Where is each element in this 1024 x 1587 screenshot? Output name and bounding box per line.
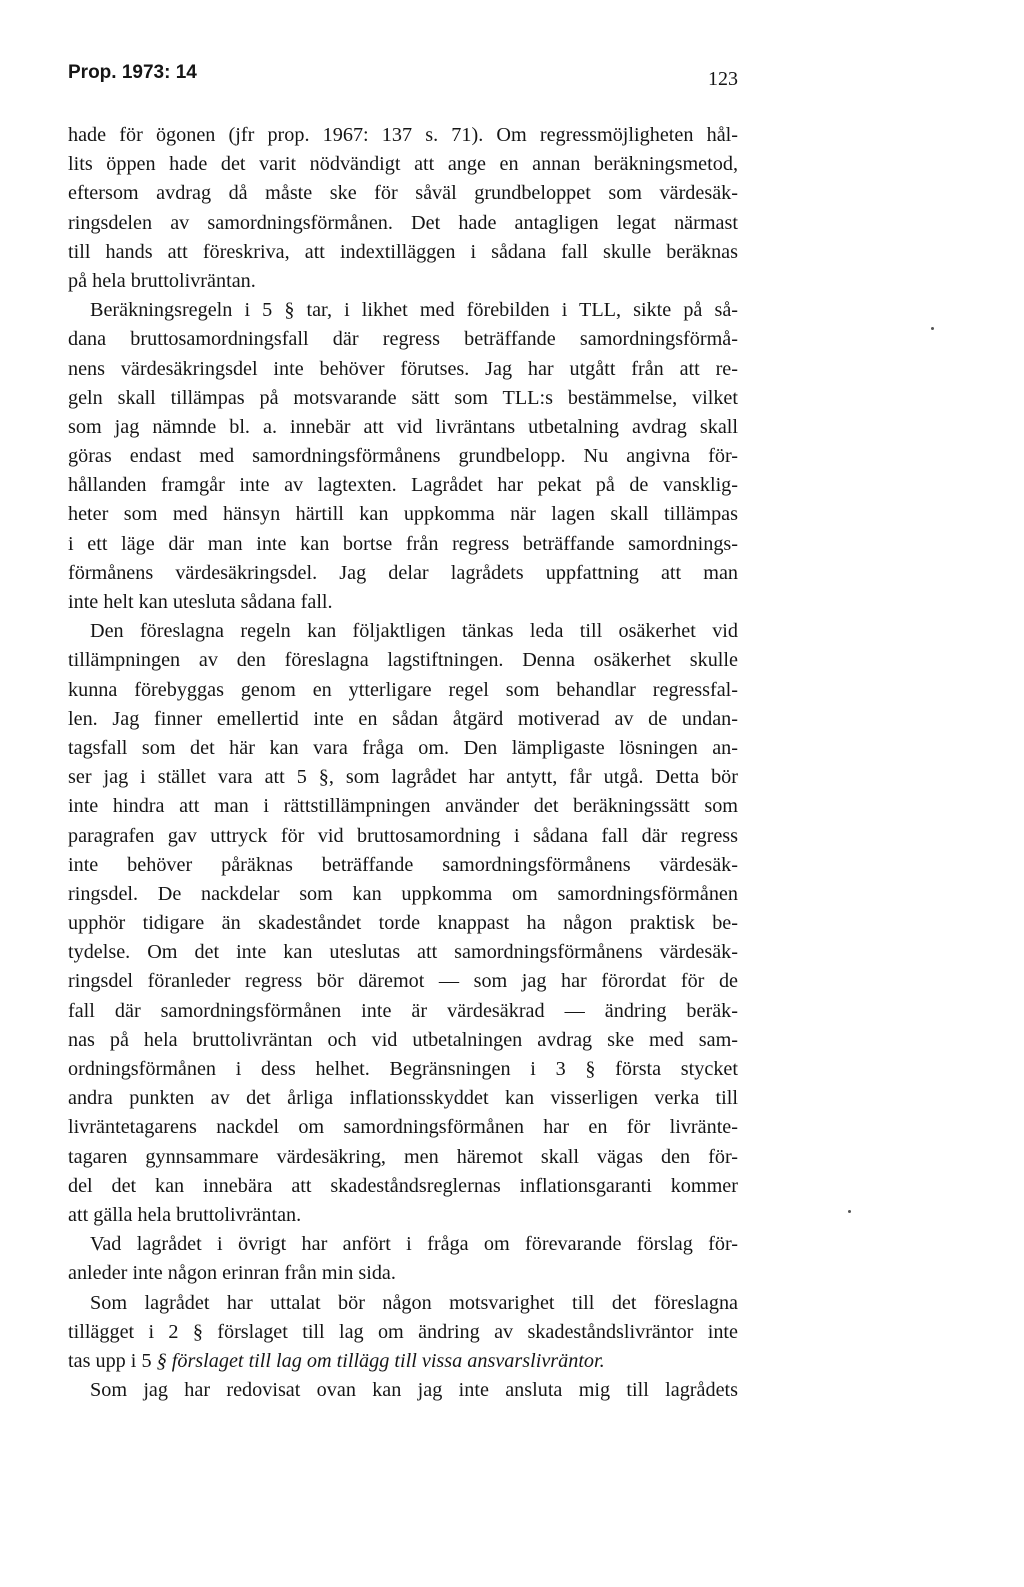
text-line: göras endast med samordningsförmånens grundbelopp. Nu angivna för- [68,445,738,468]
text-line: geln skall tillämpas på motsvarande sätt som TLL:s bestämmelse, vilket [68,386,738,409]
text-line: tagsfall som det här kan vara fråga om. Den lämpligaste lösningen an- [68,736,738,759]
text-line: ringsdelen av samordningsförmånen. Det hade antagligen legat närmast [68,211,738,234]
text-line: till hands att föreskriva, att indextilläggen i sådana fall skulle beräknas [68,240,738,263]
text-line: dana bruttosamordningsfall där regress beträffande samordningsförmå- [68,328,738,351]
text-line: på hela bruttolivräntan. [68,269,256,292]
text-line: tagaren gynnsammare värdesäkring, men häremot skall vägas den för- [68,1145,738,1168]
text-line: fall där samordningsförmånen inte är värdesäkrad — ändring beräk- [68,999,738,1022]
body-text [68,121,738,1405]
text-line: tydelse. Om det inte kan uteslutas att samordningsförmånens värdesäk- [68,941,738,964]
text-line: förmånens värdesäkringsdel. Jag delar lagrådets uppfattning att man [68,561,738,584]
text-line: anleder inte någon erinran från min sida. [68,1262,396,1285]
text-line: Som lagrådet har uttalat bör någon motsvarighet till det föreslagna [90,1291,738,1314]
text-line: hållanden framgår inte av lagtexten. Lagrådet har pekat på de vansklig- [68,474,738,497]
text-line: len. Jag finner emellertid inte en sådan åtgärd motiverad av de undan- [68,707,738,730]
text-line: inte behöver påräknas beträffande samordningsförmånens värdesäk- [68,853,738,876]
text-line: nens värdesäkringsdel inte behöver förutses. Jag har utgått från att re- [68,357,738,380]
text-line: Vad lagrådet i övrigt har anfört i fråga om förevarande förslag för- [90,1233,738,1256]
paragraph [68,296,738,617]
text-line: tillämpningen av den föreslagna lagstiftningen. Denna osäkerhet skulle [68,649,738,672]
text-line: ordningsförmånen i dess helhet. Begränsningen i 3 § första stycket [68,1058,738,1080]
paragraph [68,121,738,296]
text-line: inte hindra att man i rättstillämpningen använder det beräkningssätt som [68,795,738,818]
text-line: tillägget i 2 § förslaget till lag om ändring av skadeståndslivräntor inte [68,1320,738,1343]
text-line: hade för ögonen (jfr prop. 1967: 137 s. 71). Om regressmöjligheten hål- [68,124,738,146]
text-line: som jag nämnde bl. a. innebär att vid livräntans utbetalning avdrag skall [68,415,738,438]
paragraph [68,617,738,1230]
text-line: ringsdel föranleder regress bör däremot — som jag har förordat för de [68,970,738,993]
running-title: Prop. 1973: 14 [68,62,197,83]
text-line: Beräkningsregeln i 5 § tar, i likhet med förebilden i TLL, sikte på så- [90,299,738,322]
italic-text-segment: § förslaget till lag om tillägg till vissa ansvarslivräntor. [156,1349,605,1372]
text-line: ringsdel. De nackdelar som kan uppkomma om samordningsförmånen [68,882,738,905]
text-line: lits öppen hade det varit nödvändigt att ange en annan beräkningsmetod, [68,153,738,176]
text-line [68,1347,738,1376]
text-line: del det kan innebära att skadeståndsreglernas inflationsgaranti kommer [68,1174,738,1197]
scan-speck [848,1210,851,1213]
text-line: Den föreslagna regeln kan följaktligen tänkas leda till osäkerhet vid [90,620,738,643]
paragraph [68,1230,738,1288]
text-line: paragrafen gav uttryck för vid bruttosamordning i sådana fall där regress [68,824,738,847]
text-line: eftersom avdrag då måste ske för såväl grundbeloppet som värdesäk- [68,182,738,205]
text-segment: tas upp i 5 [68,1349,157,1372]
text-line: heter som med hänsyn härtill kan uppkomma när lagen skall tillämpas [68,503,738,526]
text-line: inte helt kan utesluta sådana fall. [68,591,333,613]
page-header [68,62,738,92]
text-line: livräntetagarens nackdel om samordningsförmånen har en för livränte- [68,1116,738,1139]
scan-speck [931,327,934,330]
text-line: Som jag har redovisat ovan kan jag inte ansluta mig till lagrådets [90,1379,738,1402]
text-line: att gälla hela bruttolivräntan. [68,1203,302,1226]
text-line: nas på hela bruttolivräntan och vid utbetalningen avdrag ske med sam- [68,1028,738,1051]
paragraph [68,1376,738,1405]
text-line: i ett läge där man inte kan bortse från regress beträffande samordnings- [68,532,738,555]
text-line: ser jag i stället vara att 5 §, som lagrådet har antytt, får utgå. Detta bör [68,766,738,789]
text-line: andra punkten av det årliga inflationsskyddet kan visserligen verka till [68,1087,738,1110]
page-number: 123 [708,68,738,90]
text-line: upphör tidigare än skadeståndet torde knappast ha någon praktisk be- [68,912,738,935]
text-line: kunna förebyggas genom en ytterligare regel som behandlar regressfal- [68,678,738,701]
paragraph [68,1289,738,1377]
